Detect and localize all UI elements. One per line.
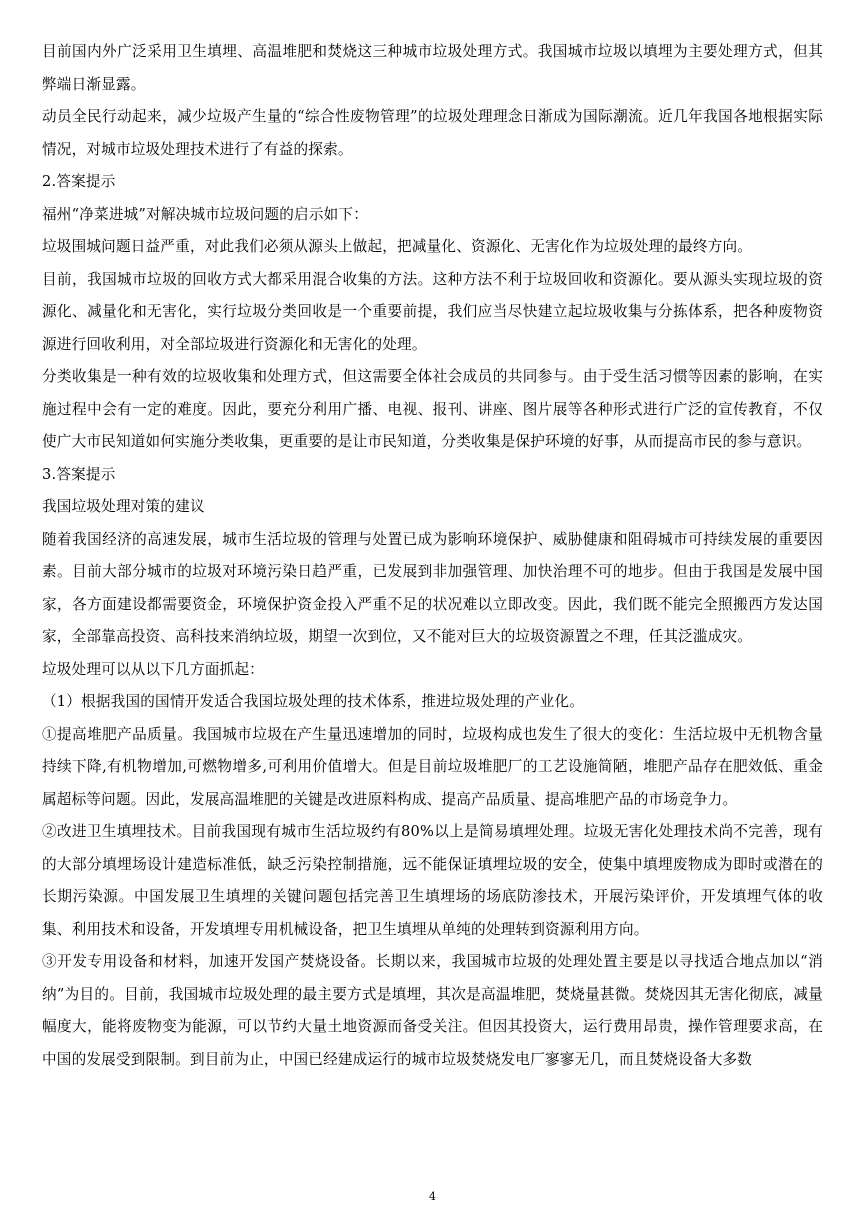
paragraph-policy-title: 我国垃圾处理对策的建议 [42, 498, 205, 515]
paragraph-fuzhou-intro: 福州“净菜进城”对解决城市垃圾问题的启示如下： [42, 205, 368, 223]
paragraph-waste-management: 动员全民行动起来，减少垃圾产生量的“综合性废物管理”的垃圾处理理念日渐成为国际潮流。近几年我国各地根据实际情况，对城市垃圾处理技术进行了有益的探索。 [42, 108, 823, 158]
paragraph-economic-development: 随着我国经济的高速发展，城市生活垃圾的管理与处置已成为影响环境保护、威胁健康和阻碍城市可持续发展的重要因素。目前大部分城市的垃圾对环境污染日趋严重，已发展到非加强管理、加快治理不可的地步。但由于我国是发展中国家，各方面建设都需要资金，环境保护资金投入严重不足的状况难以立即改变。因此，我们既不能完全照搬西方发达国家，全部靠高投资、高科技来消纳垃圾，期望一次到位，又不能对巨大的垃圾资源置之不理，任其泛滥成灾。 [42, 530, 823, 645]
paragraph-landfill-intro: 目前国内外广泛采用卫生填埋、高温堆肥和焚烧这三种城市垃圾处理方式。我国城市垃圾以填埋为主要处理方式，但其弊端日渐显露。 [42, 43, 823, 93]
page-number: 4 [429, 1190, 436, 1203]
paragraph-sorted-collection: 分类收集是一种有效的垃圾收集和处理方式，但这需要全体社会成员的共同参与。由于受生活习惯等因素的影响，在实施过程中会有一定的难度。因此，要充分利用广播、电视、报刊、讲座、图片展等各种形式进行广泛的宣传教育，不仅使广大市民知道如何实施分类收集，更重要的是让市民知道，分类收集是保护环境的好事，从而提高市民的参与意识。 [42, 368, 823, 450]
paragraph-point-1: （1）根据我国的国情开发适合我国垃圾处理的技术体系，推进垃圾处理的产业化。 [42, 693, 585, 710]
document-body [42, 36, 823, 1076]
paragraph-mixed-collection: 目前，我国城市垃圾的回收方式大都采用混合收集的方法。这种方法不利于垃圾回收和资源化。要从源头实现垃圾的资源化、减量化和无害化，实行垃圾分类回收是一个重要前提，我们应当尽快建立起垃圾收集与分拣体系，把各种废物资源进行回收利用，对全部垃圾进行资源化和无害化的处理。 [42, 270, 823, 353]
paragraph-landfill-technology: ②改进卫生填埋技术。目前我国现有城市生活垃圾约有80%以上是简易填埋处理。垃圾无害化处理技术尚不完善，现有的大部分填埋场设计建造标准低，缺乏污染控制措施，远不能保证填埋垃圾的安全，使集中填埋废物成为即时或潜在的长期污染源。中国发展卫生填埋的关键问题包括完善卫生填埋场的场底防渗技术，开展污染评价，开发填埋气体的收集、利用技术和设备，开发填埋专用机械设备，把卫生填埋从单纯的处理转到资源利用方向。 [42, 823, 823, 938]
paragraph-incineration-equipment: ③开发专用设备和材料，加速开发国产焚烧设备。长期以来，我国城市垃圾的处理处置主要是以寻找适合地点加以“消纳”为目的。目前，我国城市垃圾处理的最主要方式是填埋，其次是高温堆肥，焚烧量甚微。焚烧因其无害化彻底，减量幅度大，能将废物变为能源，可以节约大量土地资源而备受关注。但因其投资大，运行费用昂贵，操作管理要求高，在中国的发展受到限制。到目前为止，中国已经建成运行的城市垃圾焚烧发电厂寥寥无几，而且焚烧设备大多数 [42, 953, 823, 1068]
section-heading-answer-2: 2.答案提示 [42, 173, 116, 190]
paragraph-approach-intro: 垃圾处理可以从以下几方面抓起： [42, 660, 264, 678]
paragraph-compost-quality: ①提高堆肥产品质量。我国城市垃圾在产生量迅速增加的同时，垃圾构成也发生了很大的变化：生活垃圾中无机物含量持续下降,有机物增加,可燃物增多,可利用价值增大。但是目前垃圾堆肥厂的工艺设施简陋，堆肥产品存在肥效低、重金属超标等问题。因此，发展高温堆肥的关键是改进原料构成、提高产品质量、提高堆肥产品的市场竞争力。 [42, 725, 823, 808]
section-heading-answer-3: 3.答案提示 [42, 465, 116, 483]
paragraph-source-reduction: 垃圾围城问题日益严重，对此我们必须从源头上做起，把减量化、资源化、无害化作为垃圾处理的最终方向。 [42, 238, 753, 255]
